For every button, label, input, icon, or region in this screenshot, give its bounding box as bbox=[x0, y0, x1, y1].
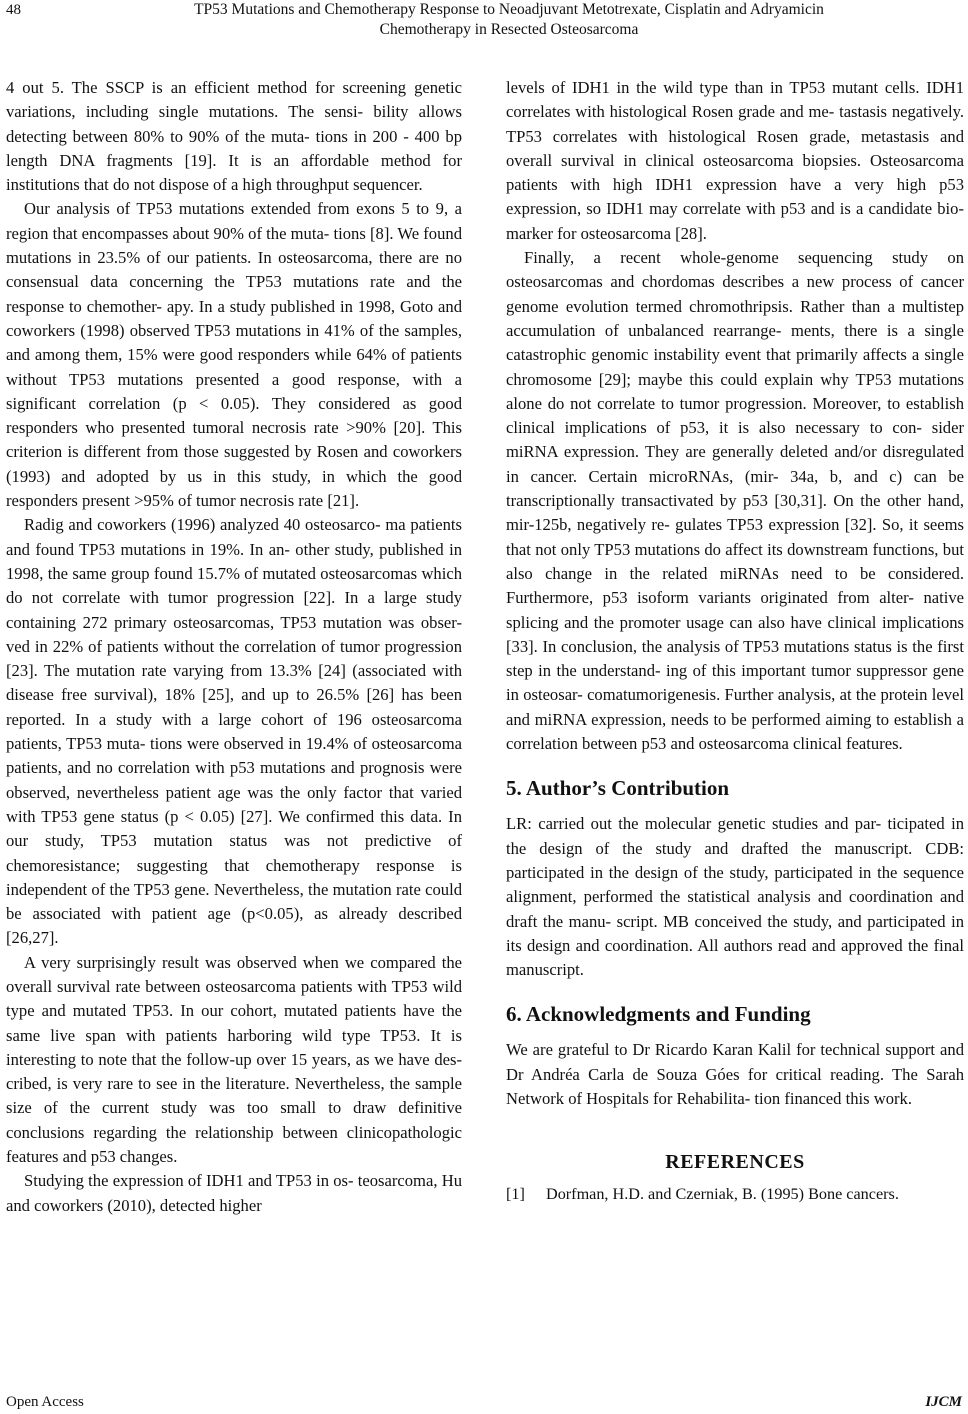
page-number: 48 bbox=[6, 2, 21, 18]
references-heading: REFERENCES bbox=[665, 1151, 805, 1174]
paragraph: Radig and coworkers (1996) analyzed 40 osteosarco- ma patients and found TP53 mutations in 19%. In an- other study, published in 1998, the same group found 15.7% of mutated osteosarcomas which do not correlate with tumor progression [22]. In a large study containing 272 primary osteosarcomas, TP53 mutation was obser- ved in 22% of patients without the correlation of tumor progression [23]. The mutation rate varying from 13.3% [24] (associated with disease free survival), 18% [25], and up to 26.5% [26] has been reported. In a study with a large cohort of 196 osteosarcoma patients, TP53 muta- tions were observed in 19.4% of osteosarcoma patients, and no correlation with p53 mutations and prognosis were observed, nevertheless patient age was the only factor that varied with TP53 gene status (p < 0.05) [27]. We confirmed this data. In our study, TP53 mutation status was not predictive of chemoresistance; suggesting that chemotherapy response is independent of the TP53 gene. Nevertheless, the mutation rate could be associated with patient age (p<0.05), as already described [26,27]. bbox=[6, 515, 462, 948]
left-column bbox=[6, 76, 462, 1218]
running-title bbox=[80, 0, 938, 40]
right-column bbox=[506, 76, 964, 1206]
paragraph: 4 out 5. The SSCP is an efficient method for screening genetic variations, including single mutations. The sensi- bility allows detecting between 80% to 90% of the muta- tions in 200 - 400 bp length DNA fragments [19]. It is an affordable method for institutions that do not dispose of a high throughput sequencer. bbox=[6, 78, 462, 195]
footer-open-access: Open Access bbox=[6, 1394, 84, 1410]
running-title-line2: Chemotherapy in Resected Osteosarcoma bbox=[379, 21, 639, 38]
section-heading-authors: 5. Author’s Contribution bbox=[506, 776, 730, 801]
reference-text: Dorfman, H.D. and Czerniak, B. (1995) Bone cancers. bbox=[546, 1185, 899, 1204]
reference-item bbox=[506, 1182, 964, 1206]
paragraph: levels of IDH1 in the wild type than in TP53 mutant cells. IDH1 correlates with histological Rosen grade and me- tastasis negatively. TP53 correlates with histological Rosen grade, metastasis and overall survival in clinical osteosarcoma biopsies. Osteosarcoma patients with high IDH1 expression have a very high p53 expression, so IDH1 may correlate with p53 and is a candidate bio- marker for osteosarcoma [28]. bbox=[506, 78, 964, 243]
footer-journal: IJCM bbox=[925, 1394, 962, 1410]
paragraph: Finally, a recent whole-genome sequencing study on osteosarcomas and chordomas describes a new process of cancer genome evolution termed chromothripsis. Rather than a multistep accumulation of unbalanced rearrange- ments, there is a single catastrophic genomic instability event that primarily affects a single chromosome [29]; maybe this could explain why TP53 mutations alone do not correlate to tumor progression. Moreover, to establish clinical implications of p53, it is also necessary to con- sider miRNA expression. They are generally deleted and/or disregulated in cancer. Certain microRNAs, (mir- 34a, b, and c) can be transcriptionally transactivated by p53 [30,31]. On the other hand, mir-125b, negatively re- gulates TP53 expression [32]. So, it seems that not only TP53 mutations do affect its downstream functions, but also change in the related miRNAs need to be considered. Furthermore, p53 isoform variants originated from alter- native splicing and the promoter usage can also have clinical implications [33]. In conclusion, the analysis of TP53 mutations status is the first step in the understand- ing of this important tumor suppressor gene in osteosar- comatumorigenesis. Further analysis, at the protein level and miRNA expression, needs to be performed aiming to establish a correlation between p53 and osteosarcoma clinical features. bbox=[506, 248, 964, 754]
paragraph: Studying the expression of IDH1 and TP53 in os- teosarcoma, Hu and coworkers (2010), detected higher bbox=[6, 1171, 462, 1215]
reference-number: [1] bbox=[506, 1185, 525, 1204]
running-title-line1: TP53 Mutations and Chemotherapy Response to Neoadjuvant Metotrexate, Cisplatin and Adryamicin bbox=[194, 1, 824, 18]
section-heading-acknowledgments: 6. Acknowledgments and Funding bbox=[506, 1002, 811, 1027]
paragraph: Our analysis of TP53 mutations extended from exons 5 to 9, a region that encompasses about 90% of the muta- tions [8]. We found mutations in 23.5% of our patients. In osteosarcoma, there are no consensual data concerning the TP53 mutations rate and the response to chemother- apy. In a study published in 1998, Goto and coworkers (1998) observed TP53 mutations in 41% of the samples, and among them, 15% were good responders while 64% of patients without TP53 mutations presented a good response, with a significant correlation (p < 0.05). They considered as good responders who presented tumoral necrosis rate >90% [20]. This criterion is different from those suggested by Rosen and coworkers (1993) and adopted by us in this study, in which the good responders present >95% of tumor necrosis rate [21]. bbox=[6, 199, 462, 511]
paragraph: LR: carried out the molecular genetic studies and par- ticipated in the design of the study and drafted the manuscript. CDB: participated in the design of the study, participated in the sequence alignment, performed the statistical analysis and coordination and draft the manu- script. MB conceived the study, and participated in its design and coordination. All authors read and approved the final manuscript. bbox=[506, 814, 964, 980]
paragraph: A very surprisingly result was observed when we compared the overall survival rate between osteosarcoma patients with TP53 wild type and mutated TP53. In our cohort, mutated patients have the same live span with patients harboring wild type TP53. It is interesting to note that the follow-up over 15 years, as we have des- cribed, is very rare to see in the literature. Nevertheless, the sample size of the current study was too small to draw definitive conclusions regarding the relationship between clinicopathologic features and p53 changes. bbox=[6, 952, 462, 1167]
paragraph: We are grateful to Dr Ricardo Karan Kalil for technical support and Dr Andréa Carla de Souza Góes for critical reading. The Sarah Network of Hospitals for Rehabilita- tion financed this work. bbox=[506, 1040, 964, 1108]
